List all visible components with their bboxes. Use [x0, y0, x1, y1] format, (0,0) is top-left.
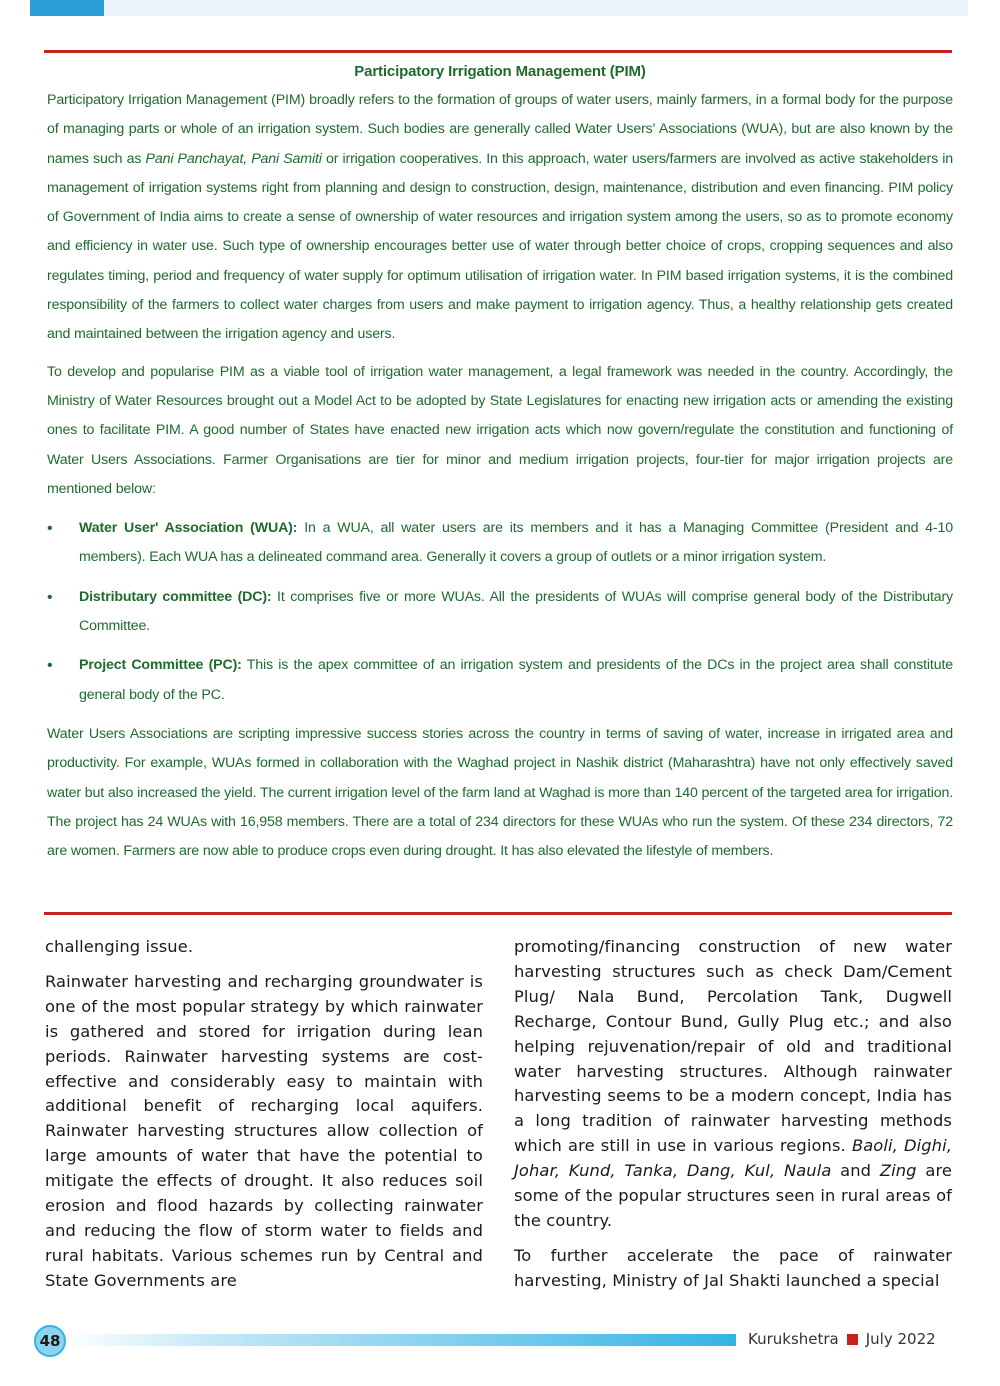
bullet-icon: •: [47, 657, 53, 675]
right-paragraph-2: To further accelerate the pace of rainwater harvesting, Ministry of Jal Shakti launched a special: [514, 1245, 952, 1290]
box-paragraph-2: To develop and popularise PIM as a viable tool of irrigation water management, a legal framework was needed in the country. Accordingly, the Ministry of Water Resources brought out a Model Act to be adopted by State Legislatures for enacting new irrigation acts or amending the existing ones to facilitate PIM. A good number of States have enacted new irrigation acts which now govern/regulate the constitution and functioning of Water Users Associations. Farmer Organisations are tier for minor and medium irrigation projects, four-tier for major irrigation projects are mentioned below:: [47, 363, 953, 497]
left-paragraph-2: Rainwater harvesting and recharging groundwater is one of the most popular strategy by which rainwater is gathered and stored for irrigation during lean periods. Rainwater harvesting systems are cost-effective and considerably easy to maintain with additional benefit of recharging local aquifers. Rainwater harvesting structures allow collection of large amounts of water that have the potential to mitigate the effects of drought. It also reduces soil erosion and flood hazards by collecting rainwater and reducing the flow of storm water to fields and rural habitats. Various schemes run by Central and State Governments are: [45, 971, 483, 1290]
bullet-text: This is the apex committee of an irrigation system and presidents of the DCs in the project area shall constitute general body of the PC.: [79, 657, 954, 703]
box-top-rule: [44, 50, 952, 53]
square-icon: [847, 1334, 858, 1345]
bullet-term: Water User' Association (WUA):: [79, 520, 298, 537]
box-bottom-rule: [44, 912, 952, 915]
footer-publication: [748, 1330, 936, 1348]
right-p1-text-c: are some of the popular structures seen in rural areas of the country.: [514, 1161, 953, 1230]
bullet-text: It comprises five or more WUAs. All the presidents of WUAs will comprise general body of the Distributary Committee.: [79, 588, 953, 635]
bullet-term: Distributary committee (DC):: [79, 588, 272, 605]
page-number: 48: [34, 1325, 66, 1357]
list-item: [47, 583, 953, 642]
left-column: [45, 935, 483, 1304]
box-p1-text-b: or irrigation cooperatives. In this approach, water users/farmers are involved as active stakeholders in management of irrigation systems right from planning and design to construction, design, maintenance, distribution and even financing. PIM policy of Government of India aims to create a sense of ownership of water resources and irrigation system among the users, so as to promote economy and efficiency in water use. Such type of ownership encourages better use of water through better choice of crops, cropping sequences and also regulates timing, period and frequency of water supply for optimum utilisation of irrigation water. In PIM based irrigation systems, it is the combined responsibility of the farmers to collect water charges from users and make payment to irrigation agency. Thus, a healthy relationship gets created and maintained between the irrigation agency and users.: [47, 150, 953, 343]
right-paragraph-1: [514, 935, 952, 1234]
right-p1-italic-structures: Baoli, Dighi, Johar, Kund, Tanka, Dang, Kul, Naula: [514, 1136, 953, 1181]
bullet-term: Project Committee (PC):: [79, 657, 242, 674]
top-header-tab: [30, 0, 104, 16]
bullet-text: In a WUA, all water users are its members and it has a Managing Committee (President and 4-10 members). Each WUA has a delineated command area. Generally it covers a group of outlets or a minor irrigation system.: [79, 520, 953, 566]
right-p1-text-a: promoting/financing construction of new water harvesting structures such as check Dam/Cement Plug/ Nala Bund, Percolation Tank, Dugwell Recharge, Contour Bund, Gully Plug etc.; and also helping rejuvenation/repair of old and traditional water harvesting structures. Although rainwater harvesting seems to be a modern concept, India has a long tradition of rainwater harvesting methods which are still in use in various regions.: [514, 937, 952, 1156]
right-p1-italic-zing: Zing: [879, 1161, 917, 1181]
box-paragraph-1: [47, 86, 953, 350]
box-p1-text-a: Participatory Irrigation Management (PIM) broadly refers to the formation of groups of water users, mainly farmers, in a formal body for the purpose of managing parts or whole of an irrigation system. Such bodies are generally called Water Users' Associations (WUA), but are also known by the names such as: [47, 92, 953, 167]
committee-list: [47, 514, 953, 710]
issue-date: July 2022: [865, 1330, 936, 1348]
list-item: [47, 651, 953, 710]
box-p1-italic-terms: Pani Panchayat, Pani Samiti: [145, 150, 322, 167]
list-item: [47, 514, 953, 573]
magazine-name: Kurukshetra: [748, 1330, 839, 1348]
footer-gradient-bar: [60, 1334, 736, 1346]
bullet-icon: •: [47, 520, 53, 538]
pim-info-box: [47, 58, 953, 866]
right-p1-text-b: and: [831, 1161, 880, 1181]
box-title: Participatory Irrigation Management (PIM): [354, 63, 646, 80]
left-paragraph-1: challenging issue.: [45, 937, 194, 956]
right-column: [514, 935, 952, 1304]
bullet-icon: •: [47, 588, 53, 606]
box-paragraph-3: Water Users Associations are scripting impressive success stories across the country in terms of saving of water, increase in irrigated area and productivity. For example, WUAs formed in collaboration with the Waghad project in Nashik district (Maharashtra) have not only effectively saved water but also increased the yield. The current irrigation level of the farm land at Waghad is more than 140 percent of the targeted area for irrigation. The project has 24 WUAs with 16,958 members. There are a total of 234 directors for these WUAs who run the system. Of these 234 directors, 72 are women. Farmers are now able to produce crops even during drought. It has also elevated the lifestyle of members.: [47, 725, 953, 860]
top-header-band: [30, 0, 968, 16]
